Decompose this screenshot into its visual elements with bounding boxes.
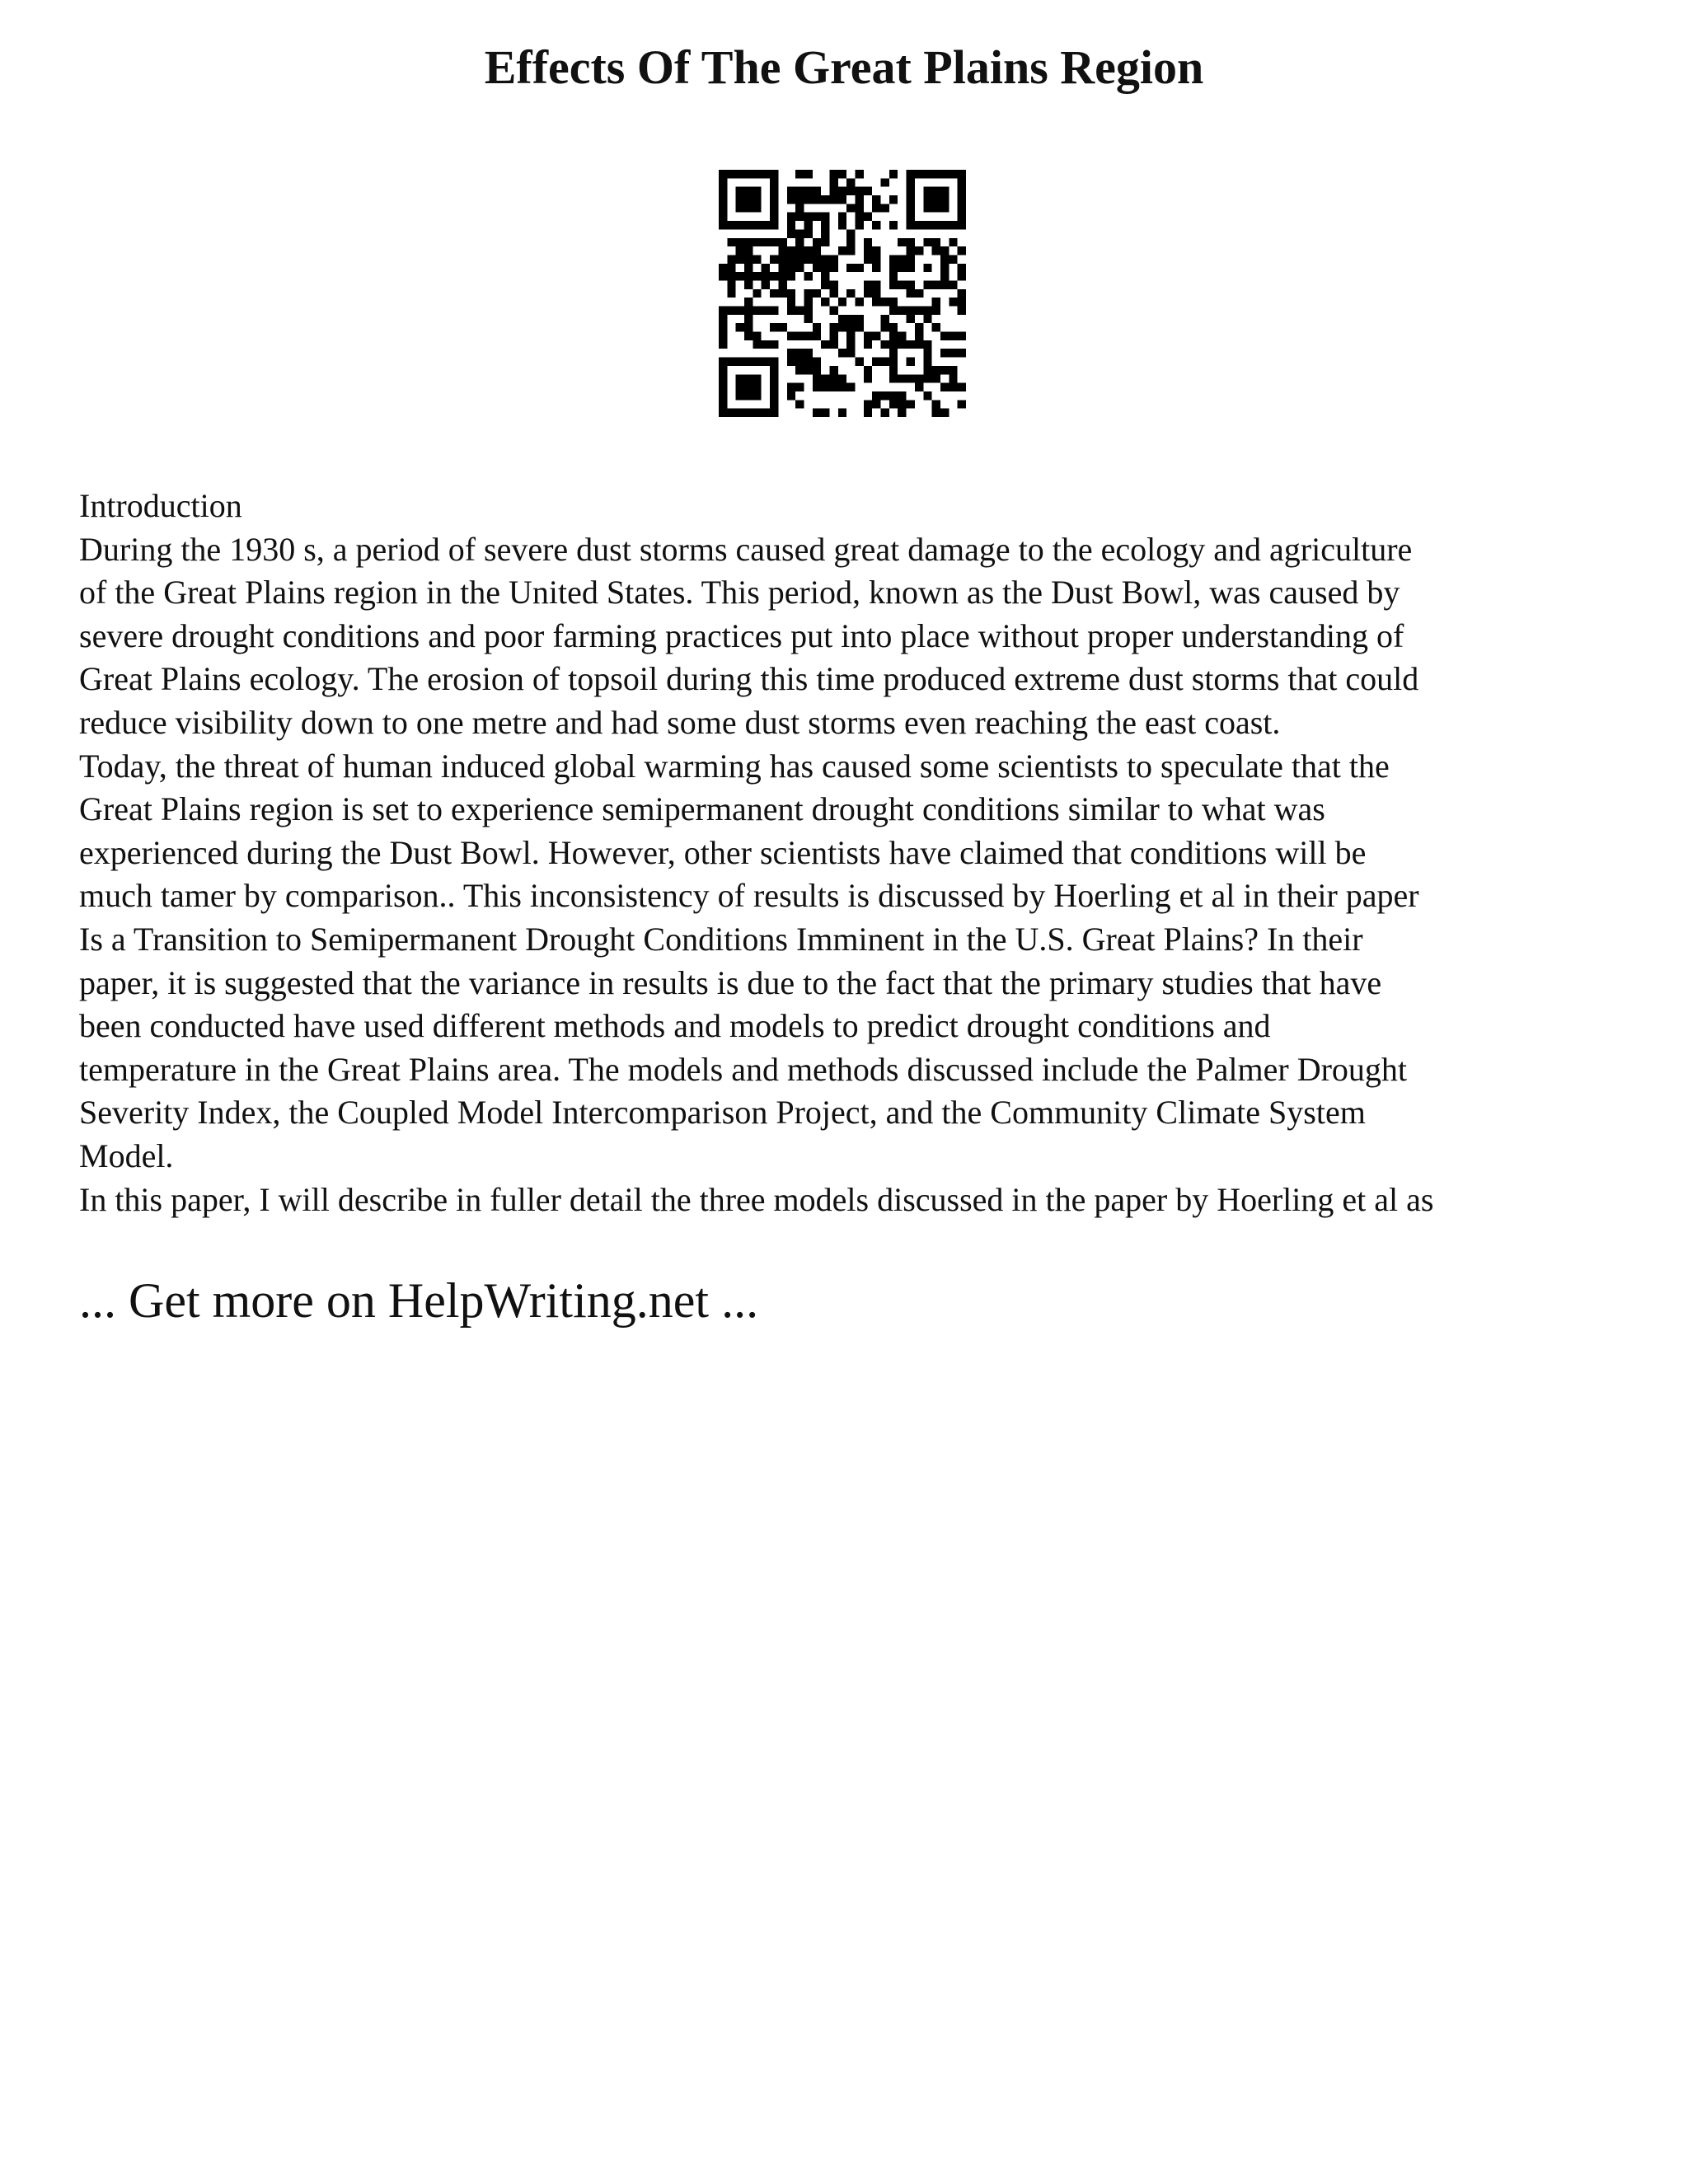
section-heading: Introduction [79,487,242,524]
paragraph-2: Today, the threat of human induced global warming has caused some scientists to speculate that the Great Plains region is set to experience semipermanent drought conditions similar to what was experienced during the Dust Bowl. However, other scientists have claimed that conditions will be much tamer by comparison.. This inconsistency of results is discussed by Hoerling et al in their paper Is a Transition to Semipermanent Drought Conditions Imminent in the U.S. Great Plains? In their paper, it is suggested that the variance in results is due to the fact that the primary studies that have been conducted have used different methods and models to predict drought conditions and temperature in the Great Plains area. The models and methods discussed include the Palmer Drought Severity Index, the Coupled Model Intercomparison Project, and the Community Climate System Model. [79,747,1419,1174]
paragraph-3: In this paper, I will describe in fuller detail the three models discussed in the paper by Hoerling et al as [79,1180,1434,1218]
document-title: Effects Of The Great Plains Region [484,40,1204,94]
document-body [79,485,1645,1221]
paragraph-1: During the 1930 s, a period of severe dust storms caused great damage to the ecology and agriculture of the Great Plains region in the United States. This period, known as the Dust Bowl, was caused by severe drought conditions and poor farming practices put into place without proper understanding of Great Plains ecology. The erosion of topsoil during this time produced extreme dust storms that could reduce visibility down to one metre and had some dust storms even reaching the east coast. [79,530,1419,741]
get-more-link[interactable]: ... Get more on HelpWriting.net ... [79,1273,759,1328]
qr-code-icon [719,170,966,417]
